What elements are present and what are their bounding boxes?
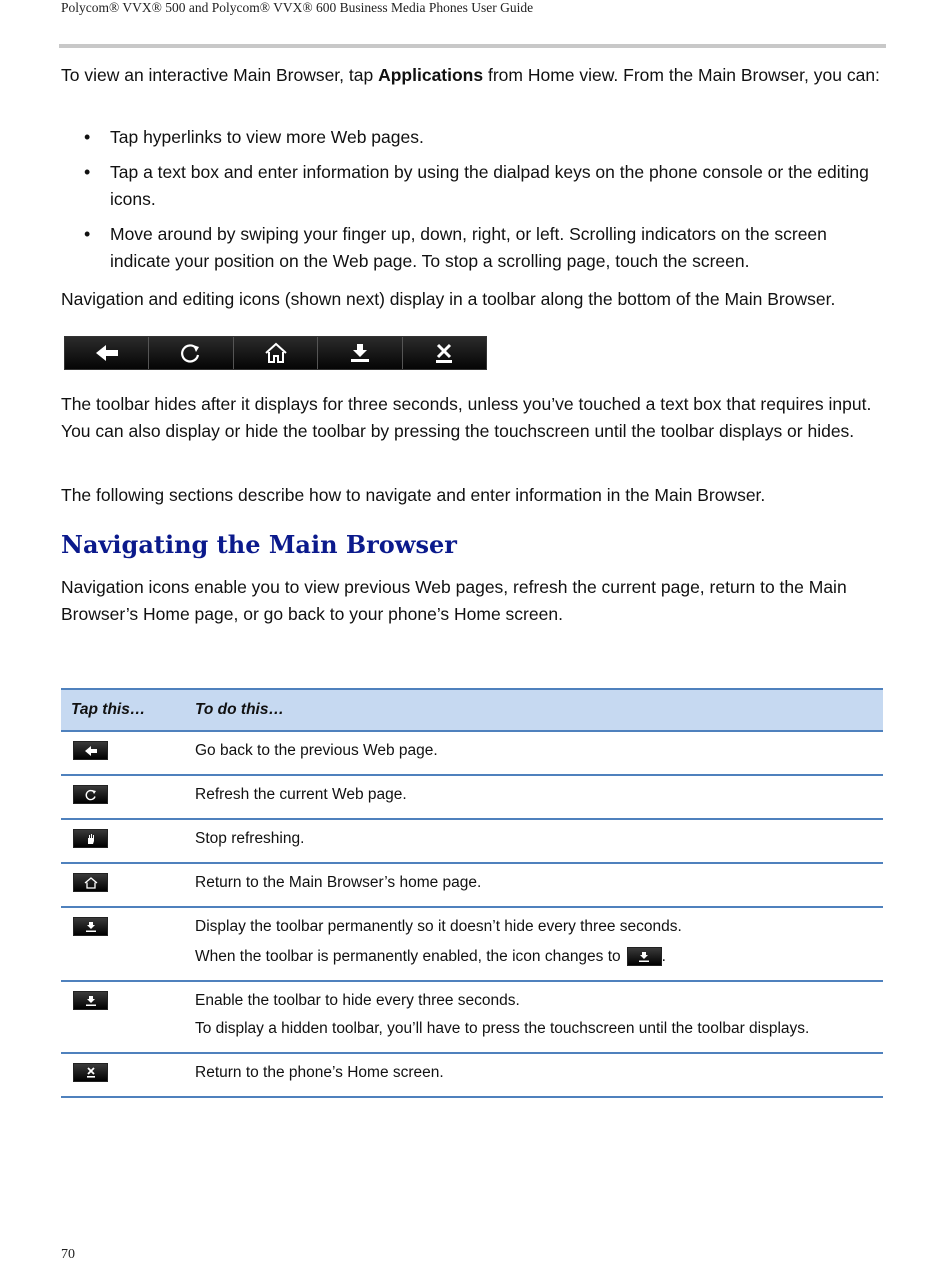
table-cell: Stop refreshing. [195, 830, 305, 847]
table-cell: Display the toolbar permanently so it doesn’t hide every three seconds. [195, 918, 682, 935]
intro-paragraph [61, 62, 881, 89]
toolbar-pin-icon [318, 337, 402, 369]
stop-hand-icon [73, 829, 108, 848]
close-icon [403, 337, 486, 369]
toolbar-pin-icon [73, 991, 108, 1010]
home-icon [73, 873, 108, 892]
table-cell: Return to the Main Browser’s home page. [195, 874, 482, 891]
close-icon [73, 1063, 108, 1082]
table-row [61, 982, 883, 1054]
table-row [61, 1054, 883, 1098]
table-header [61, 688, 883, 732]
toolbar-pin-icon [627, 947, 662, 966]
table-cell-note [195, 946, 682, 968]
toolbar-pin-icon [73, 917, 108, 936]
table-row [61, 864, 883, 908]
bullet-list [61, 124, 881, 283]
table-cell: Refresh the current Web page. [195, 786, 407, 803]
intro-after: from Home view. From the Main Browser, you can: [483, 65, 880, 85]
column-header-tap: Tap this… [71, 701, 146, 718]
table-row [61, 776, 883, 820]
table-cell-note-text: When the toolbar is permanently enabled, the icon changes to [195, 948, 621, 965]
navigation-icons-table [61, 688, 883, 1098]
running-header: Polycom® VVX® 500 and Polycom® VVX® 600 Business Media Phones User Guide [61, 0, 534, 15]
intro-before: To view an interactive Main Browser, tap [61, 65, 379, 85]
browser-toolbar-image [64, 336, 487, 370]
table-row [61, 820, 883, 864]
toolbar-note: Navigation and editing icons (shown next) display in a toolbar along the bottom of the Main Browser. [61, 289, 836, 309]
table-cell: Return to the phone’s Home screen. [195, 1064, 444, 1081]
intro-bold: Applications [378, 65, 484, 85]
home-icon [234, 337, 318, 369]
table-cell: Enable the toolbar to hide every three seconds. [195, 992, 520, 1009]
toolbar-hide-paragraph: The toolbar hides after it displays for three seconds, unless you’ve touched a text box that requires input. You can also display or hide the toolbar by pressing the touchscreen until the toolbar displays or hides. [61, 394, 872, 441]
navigation-paragraph: Navigation icons enable you to view previous Web pages, refresh the current page, return to the Main Browser’s Home page, or go back to your phone’s Home screen. [61, 577, 847, 624]
table-row [61, 732, 883, 776]
table-row [61, 908, 883, 982]
sections-intro-paragraph: The following sections describe how to navigate and enter information in the Main Browser. [61, 485, 766, 505]
table-cell-note: To display a hidden toolbar, you’ll have to press the touchscreen until the toolbar displays. [195, 1020, 810, 1037]
header-rule [59, 44, 886, 48]
bullet-item: • Tap a text box and enter information by using the dialpad keys on the phone console or the editing icons. [61, 159, 881, 213]
bullet-item: • Move around by swiping your finger up, down, right, or left. Scrolling indicators on the screen indicate your position on the Web page. To stop a scrolling page, touch the screen. [61, 221, 881, 275]
back-arrow-icon [73, 741, 108, 760]
page-number: 70 [61, 1247, 75, 1262]
refresh-icon [149, 337, 233, 369]
refresh-icon [73, 785, 108, 804]
table-cell: Go back to the previous Web page. [195, 742, 438, 759]
section-heading: Navigating the Main Browser [61, 530, 457, 559]
table-cell-note-end: . [661, 948, 666, 965]
back-arrow-icon [65, 337, 149, 369]
column-header-action: To do this… [195, 701, 284, 718]
bullet-item: • Tap hyperlinks to view more Web pages. [61, 124, 881, 151]
